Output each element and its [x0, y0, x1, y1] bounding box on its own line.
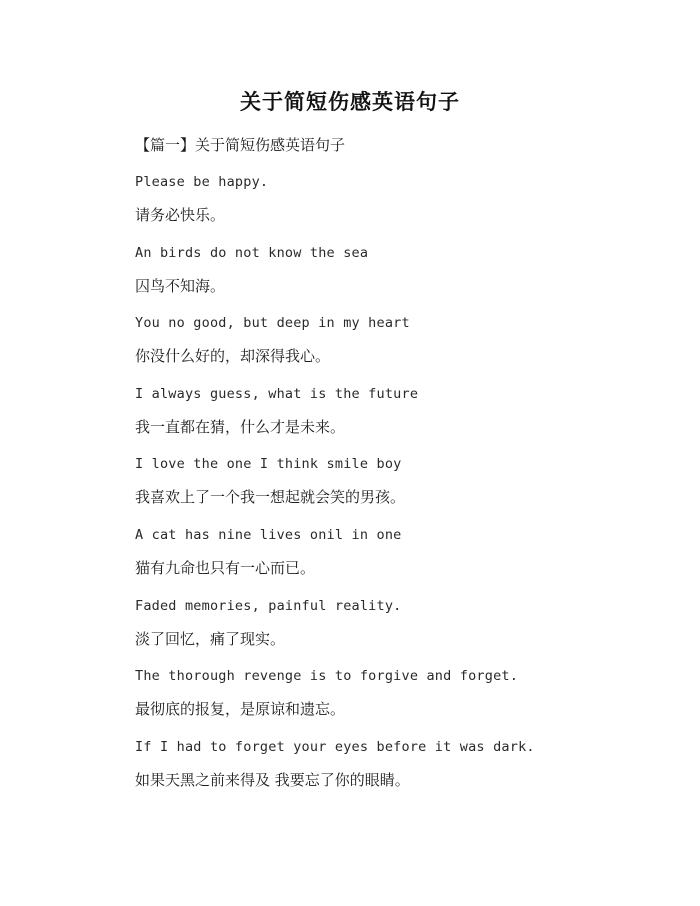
chinese-translation: 你没什么好的，却深得我心。	[135, 347, 331, 366]
english-sentence: Please be happy.	[135, 174, 269, 190]
sentence-pair	[135, 172, 675, 243]
sentence-pair	[135, 737, 675, 808]
chinese-translation: 我喜欢上了一个我一想起就会笑的男孩。	[135, 488, 406, 507]
section-heading: 【篇一】关于简短伤感英语句子	[135, 136, 346, 154]
chinese-translation: 淡了回忆，痛了现实。	[135, 629, 286, 648]
sentence-pair	[135, 243, 675, 314]
sentence-pair	[135, 313, 675, 384]
chinese-translation: 我一直都在猜，什么才是未来。	[135, 417, 346, 436]
english-sentence: A cat has nine lives onil in one	[135, 526, 402, 543]
sentence-pair	[135, 525, 675, 596]
sentence-pair	[135, 666, 675, 737]
chinese-translation: 如果天黑之前来得及 我要忘了你的眼睛。	[135, 770, 410, 789]
sentence-pair	[135, 384, 675, 455]
sentence-pair	[135, 454, 675, 525]
english-sentence: Faded memories, painful reality.	[135, 597, 402, 614]
english-sentence: I always guess, what is the future	[135, 385, 419, 402]
english-sentence: An birds do not know the sea	[135, 244, 369, 261]
chinese-translation: 猫有九命也只有一心而已。	[135, 558, 316, 577]
english-sentence: You no good, but deep in my heart	[135, 315, 410, 332]
chinese-translation: 请务必快乐。	[135, 206, 226, 224]
chinese-translation: 最彻底的报复，是原谅和遗忘。	[135, 700, 346, 719]
english-sentence: I love the one I think smile boy	[135, 456, 402, 473]
chinese-translation: 囚鸟不知海。	[135, 276, 226, 295]
document-title: 关于简短伤感英语句子	[240, 90, 460, 114]
sentence-list	[135, 172, 675, 807]
sentence-pair	[135, 596, 675, 667]
english-sentence: The thorough revenge is to forgive and forget.	[135, 668, 519, 685]
english-sentence: If I had to forget your eyes before it was dark.	[135, 738, 535, 755]
